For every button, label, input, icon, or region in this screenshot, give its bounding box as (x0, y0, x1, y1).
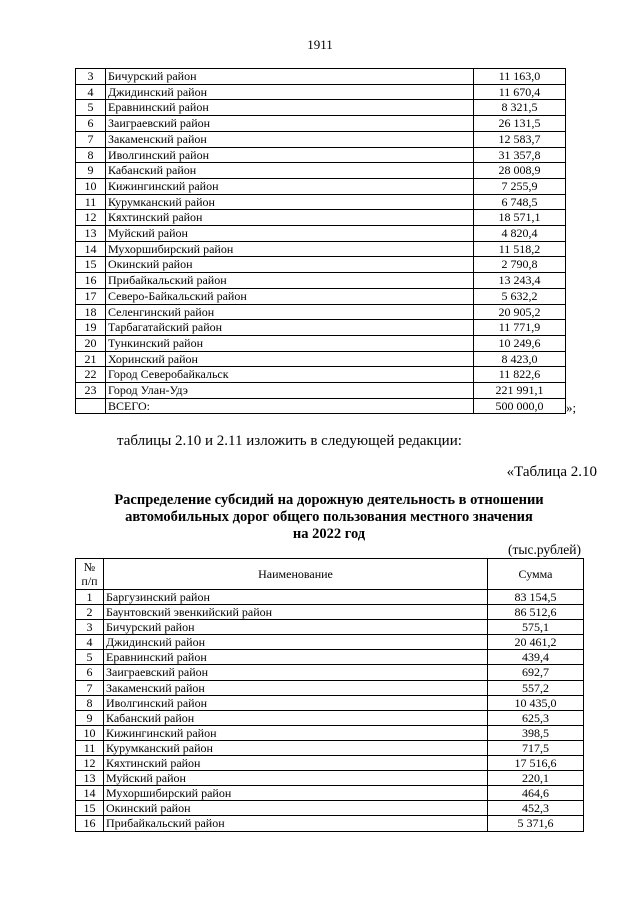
total-row (76, 398, 566, 414)
row-amount: 398,5 (488, 725, 584, 740)
heading-line-2: автомобильных дорог общего пользования местного значения (125, 509, 533, 525)
row-name: Кяхтинский район (106, 210, 474, 226)
header-num (76, 559, 104, 590)
table-row (76, 635, 584, 650)
row-number: 2 (76, 605, 104, 620)
row-name: Муйский район (106, 226, 474, 242)
row-amount: 10 249,6 (474, 335, 566, 351)
table-row (76, 131, 566, 147)
row-number: 15 (76, 257, 106, 273)
row-number: 22 (76, 367, 106, 383)
row-name: Тарбагатайский район (106, 320, 474, 336)
row-name: Окинский район (106, 257, 474, 273)
table-row (76, 665, 584, 680)
row-amount: 8 321,5 (474, 100, 566, 116)
table-row (76, 304, 566, 320)
row-number: 10 (76, 178, 106, 194)
closing-quote-mark: »; (566, 400, 577, 415)
table-heading (75, 492, 583, 543)
row-name: Город Северобайкальск (106, 367, 474, 383)
row-amount: 31 357,8 (474, 147, 566, 163)
row-name: Бичурский район (106, 69, 474, 85)
subsidy-table-continued (75, 68, 566, 414)
subsidy-table-2022 (75, 558, 584, 832)
row-number: 7 (76, 680, 104, 695)
row-amount: 7 255,9 (474, 178, 566, 194)
row-name: Курумканский район (104, 740, 488, 755)
table-row (76, 69, 566, 85)
row-amount: 220,1 (488, 771, 584, 786)
table-reference: «Таблица 2.10 (506, 464, 597, 480)
row-amount: 86 512,6 (488, 605, 584, 620)
row-name: Бичурский район (104, 620, 488, 635)
row-amount: 439,4 (488, 650, 584, 665)
row-number: 21 (76, 351, 106, 367)
row-amount: 13 243,4 (474, 273, 566, 289)
row-name: Иволгинский район (106, 147, 474, 163)
heading-line-3: на 2022 год (292, 526, 366, 542)
row-name: Закаменский район (104, 680, 488, 695)
row-number: 12 (76, 210, 106, 226)
table-row (76, 351, 566, 367)
row-number: 4 (76, 635, 104, 650)
row-number: 12 (76, 756, 104, 771)
table-row (76, 241, 566, 257)
table-row (76, 116, 566, 132)
row-amount: 17 516,6 (488, 756, 584, 771)
row-name: Заиграевский район (104, 665, 488, 680)
table-row (76, 680, 584, 695)
row-number: 8 (76, 695, 104, 710)
table-row (76, 335, 566, 351)
row-name: Кабанский район (106, 163, 474, 179)
row-number: 4 (76, 84, 106, 100)
row-number: 16 (76, 816, 104, 831)
row-number: 17 (76, 288, 106, 304)
table-row (76, 226, 566, 242)
row-amount: 464,6 (488, 786, 584, 801)
row-name: Кижингинский район (106, 178, 474, 194)
row-number: 16 (76, 273, 106, 289)
table-row (76, 273, 566, 289)
table-row (76, 725, 584, 740)
row-name: Кяхтинский район (104, 756, 488, 771)
table-row (76, 147, 566, 163)
page-number: 1911 (307, 37, 333, 52)
table-row (76, 257, 566, 273)
instruction-text: таблицы 2.10 и 2.11 изложить в следующей редакции: (117, 433, 462, 449)
row-amount: 26 131,5 (474, 116, 566, 132)
row-amount: 2 790,8 (474, 257, 566, 273)
row-number: 13 (76, 771, 104, 786)
table-row (76, 740, 584, 755)
table-row (76, 84, 566, 100)
row-amount: 221 991,1 (474, 383, 566, 399)
row-name: Кижингинский район (104, 725, 488, 740)
row-name: Еравнинский район (106, 100, 474, 116)
table-row (76, 210, 566, 226)
row-amount: 625,3 (488, 710, 584, 725)
row-name: Еравнинский район (104, 650, 488, 665)
table-row (76, 288, 566, 304)
row-amount: 20 905,2 (474, 304, 566, 320)
table-row (76, 367, 566, 383)
total-number (76, 398, 106, 414)
row-name: Город Улан-Удэ (106, 383, 474, 399)
table-row (76, 100, 566, 116)
row-amount: 20 461,2 (488, 635, 584, 650)
row-number: 11 (76, 740, 104, 755)
heading-line-1: Распределение субсидий на дорожную деятельность в отношении (114, 492, 544, 508)
row-amount: 11 163,0 (474, 69, 566, 85)
row-number: 20 (76, 335, 106, 351)
row-amount: 8 423,0 (474, 351, 566, 367)
row-number: 3 (76, 69, 106, 85)
row-amount: 692,7 (488, 665, 584, 680)
row-name: Прибайкальский район (104, 816, 488, 831)
row-number: 18 (76, 304, 106, 320)
row-amount: 452,3 (488, 801, 584, 816)
total-label: ВСЕГО: (106, 398, 474, 414)
row-number: 3 (76, 620, 104, 635)
header-amount: Сумма (488, 559, 584, 590)
row-number: 10 (76, 725, 104, 740)
table-row (76, 590, 584, 605)
row-number: 19 (76, 320, 106, 336)
table-row (76, 786, 584, 801)
row-name: Хоринский район (106, 351, 474, 367)
table-row (76, 710, 584, 725)
row-name: Селенгинский район (106, 304, 474, 320)
table-row (76, 801, 584, 816)
row-name: Иволгинский район (104, 695, 488, 710)
row-number: 5 (76, 100, 106, 116)
row-number: 1 (76, 590, 104, 605)
row-name: Джидинский район (104, 635, 488, 650)
table-row (76, 756, 584, 771)
table-row (76, 816, 584, 831)
row-amount: 11 518,2 (474, 241, 566, 257)
table-row (76, 650, 584, 665)
row-amount: 575,1 (488, 620, 584, 635)
row-amount: 12 583,7 (474, 131, 566, 147)
row-amount: 6 748,5 (474, 194, 566, 210)
row-name: Курумканский район (106, 194, 474, 210)
row-name: Мухоршибирский район (104, 786, 488, 801)
row-number: 23 (76, 383, 106, 399)
row-amount: 83 154,5 (488, 590, 584, 605)
header-num-line-1: № (83, 560, 96, 574)
row-name: Муйский район (104, 771, 488, 786)
row-name: Прибайкальский район (106, 273, 474, 289)
row-name: Кабанский район (104, 710, 488, 725)
row-name: Заиграевский район (106, 116, 474, 132)
table-row (76, 194, 566, 210)
total-amount: 500 000,0 (474, 398, 566, 414)
row-number: 15 (76, 801, 104, 816)
row-number: 6 (76, 116, 106, 132)
row-name: Закаменский район (106, 131, 474, 147)
header-num-line-2: п/п (81, 574, 98, 588)
table2-body (76, 590, 584, 832)
row-amount: 4 820,4 (474, 226, 566, 242)
table-header-row (76, 559, 584, 590)
row-amount: 557,2 (488, 680, 584, 695)
row-amount: 11 822,6 (474, 367, 566, 383)
table1-body (76, 69, 566, 414)
row-amount: 5 632,2 (474, 288, 566, 304)
row-name: Баунтовский эвенкийский район (104, 605, 488, 620)
table-row (76, 178, 566, 194)
row-name: Джидинский район (106, 84, 474, 100)
row-number: 8 (76, 147, 106, 163)
row-amount: 717,5 (488, 740, 584, 755)
table-row (76, 771, 584, 786)
table-row (76, 163, 566, 179)
row-amount: 5 371,6 (488, 816, 584, 831)
row-name: Мухоршибирский район (106, 241, 474, 257)
row-name: Северо-Байкальский район (106, 288, 474, 304)
row-number: 5 (76, 650, 104, 665)
row-name: Тункинский район (106, 335, 474, 351)
unit-label: (тыс.рублей) (508, 542, 581, 557)
row-amount: 18 571,1 (474, 210, 566, 226)
table-row (76, 695, 584, 710)
table-row (76, 605, 584, 620)
row-number: 9 (76, 163, 106, 179)
row-number: 13 (76, 226, 106, 242)
table-row (76, 620, 584, 635)
row-number: 9 (76, 710, 104, 725)
header-name: Наименование (104, 559, 488, 590)
row-name: Баргузинский район (104, 590, 488, 605)
row-name: Окинский район (104, 801, 488, 816)
row-number: 14 (76, 786, 104, 801)
row-amount: 11 771,9 (474, 320, 566, 336)
row-number: 14 (76, 241, 106, 257)
table-row (76, 320, 566, 336)
row-number: 7 (76, 131, 106, 147)
row-amount: 28 008,9 (474, 163, 566, 179)
row-number: 11 (76, 194, 106, 210)
table-row (76, 383, 566, 399)
row-number: 6 (76, 665, 104, 680)
row-amount: 10 435,0 (488, 695, 584, 710)
row-amount: 11 670,4 (474, 84, 566, 100)
